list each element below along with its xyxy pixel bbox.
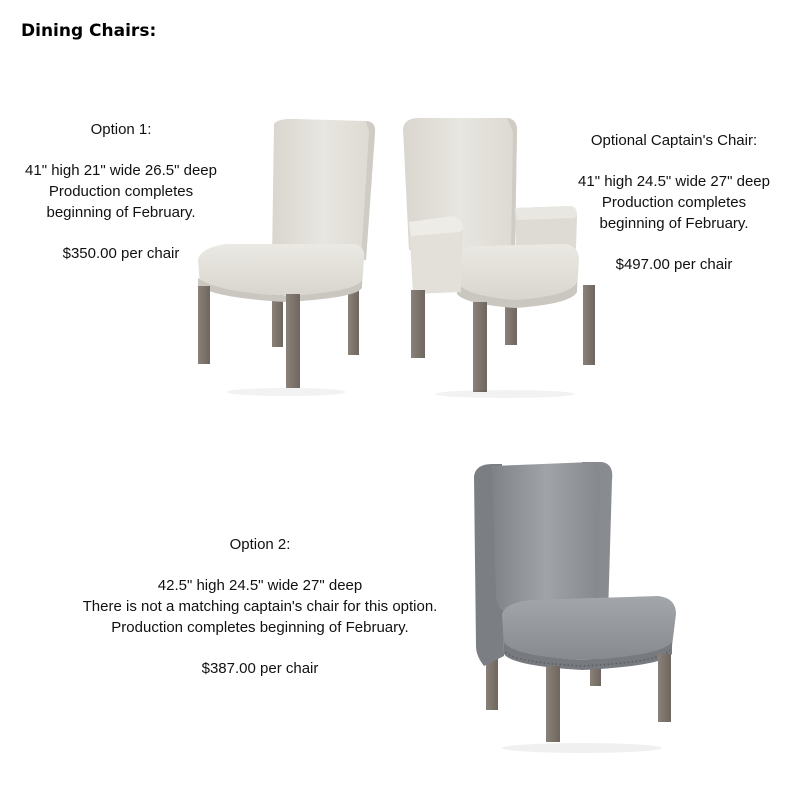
option-1-production-line-1: Production completes xyxy=(48,183,194,200)
captain-chair-image xyxy=(395,110,615,400)
captain-chair-price: $497.00 per chair xyxy=(615,256,733,273)
option-2-note: There is not a matching captain's chair for this option. xyxy=(82,598,438,615)
option-2-dimensions: 42.5" high 24.5" wide 27" deep xyxy=(157,577,363,594)
option-1-heading: Option 1: xyxy=(90,121,152,138)
option-2-chair-image xyxy=(462,456,692,756)
option-2-details xyxy=(40,534,480,679)
option-1-chair-image xyxy=(186,110,386,400)
option-2-heading: Option 2: xyxy=(229,536,291,553)
option-2-price: $387.00 per chair xyxy=(201,660,319,677)
captain-chair-production-line-2: beginning of February. xyxy=(599,215,749,232)
option-1-dimensions: 41" high 21" wide 26.5" deep xyxy=(25,162,217,179)
page-title: Dining Chairs: xyxy=(21,21,157,41)
captain-chair-heading: Optional Captain's Chair: xyxy=(590,132,758,149)
captain-chair-production-line-1: Production completes xyxy=(601,194,747,211)
option-2-production: Production completes beginning of February. xyxy=(111,619,409,636)
option-1-production-line-2: beginning of February. xyxy=(46,204,196,221)
option-1-price: $350.00 per chair xyxy=(62,245,180,262)
captain-chair-dimensions: 41" high 24.5" wide 27" deep xyxy=(578,173,770,190)
